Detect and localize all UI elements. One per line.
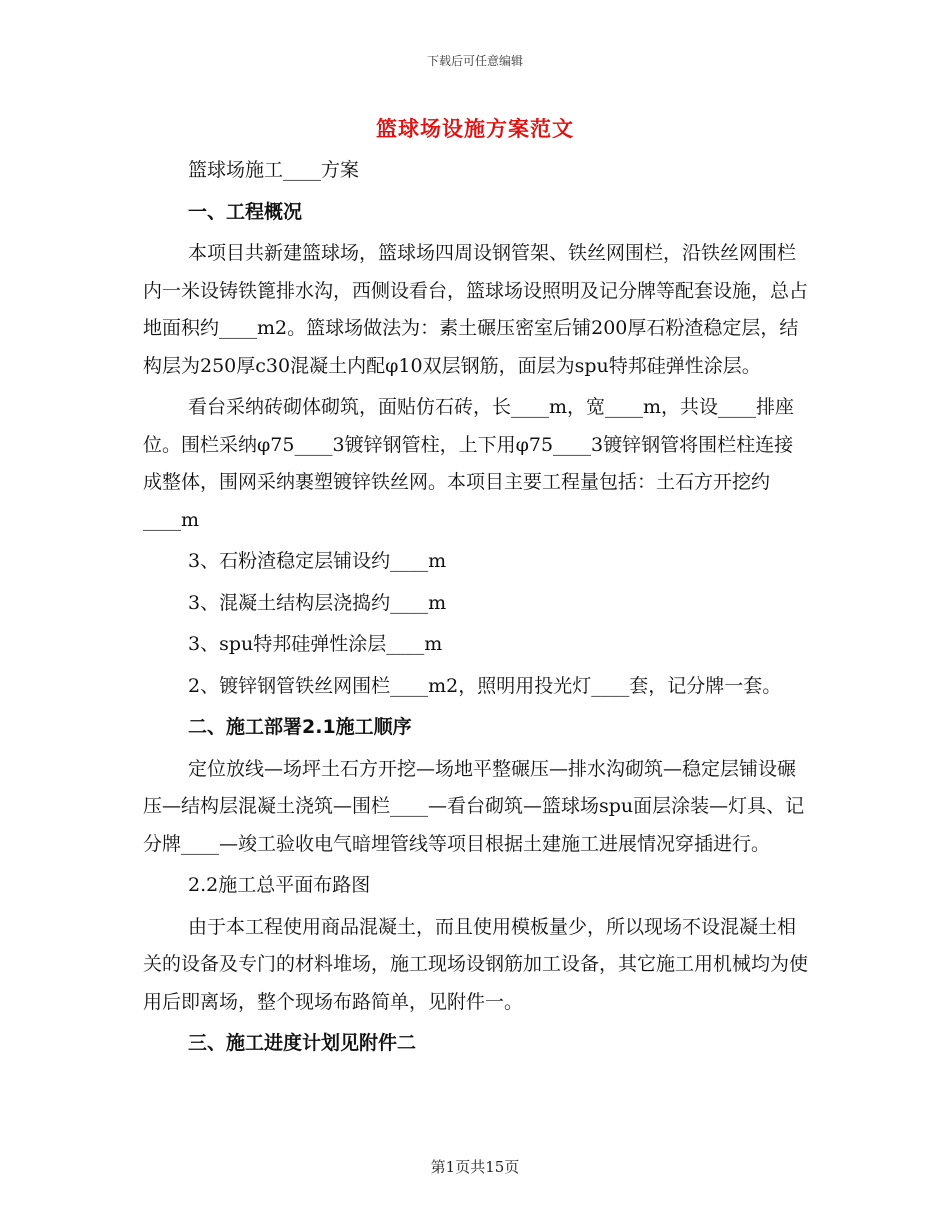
section-heading-schedule: 三、施工进度计划见附件二 <box>188 1032 417 1054</box>
document-title: 篮球场设施方案范文 <box>376 117 574 141</box>
subtitle-line: 篮球场施工____方案 <box>188 159 360 181</box>
page-footer: 第1页共15页 <box>430 1158 520 1176</box>
section-heading-overview: 一、工程概况 <box>188 200 303 223</box>
subheading-site-plan: 2.2施工总平面布路图 <box>188 874 371 896</box>
list-item-fence-lighting: 2、镀锌钢管铁丝网围栏____m2，照明用投光灯____套，记分牌一套。 <box>188 674 782 697</box>
paragraph-construction-sequence: 定位放线—场坪土石方开挖—场地平整碾压—排水沟砌筑—稳定层铺设碾压—结构层混凝土浇筑—围栏____—看台砌筑—篮球场spu面层涂装—灯具、记分牌____—竣工验收电气暗埋管线等项目根据土建施工进展情况穿插进行。 <box>143 757 805 855</box>
header-note: 下载后可任意编辑 <box>426 54 523 68</box>
paragraph-site-plan: 由于本工程使用商品混凝土，而且使用模板量少，所以现场不设混凝土相关的设备及专门的材料堆场，施工现场设钢筋加工设备，其它施工用机械均为使用后即离场，整个现场布路简单，见附件一。 <box>143 915 809 1013</box>
paragraph-overview: 本项目共新建篮球场，篮球场四周设钢管架、铁丝网围栏，沿铁丝网围栏内一米设铸铁篦排水沟，西侧设看台，篮球场设照明及记分牌等配套设施，总占地面积约____m2。篮球场做法为：素土碾压密室后铺200厚石粉渣稳定层，结构层为250厚c30混凝土内配φ10双层钢筋，面层为spu特邦硅弹性涂层。 <box>143 242 809 377</box>
list-item-stone-layer: 3、石粉渣稳定层铺设约____m <box>188 550 447 572</box>
list-item-concrete-layer: 3、混凝土结构层浇捣约____m <box>188 591 447 614</box>
list-item-spu-coating: 3、spu特邦硅弹性涂层____m <box>188 633 443 655</box>
section-heading-deployment: 二、施工部署2.1施工顺序 <box>188 716 412 738</box>
paragraph-stand-fence: 看台采纳砖砌体砌筑，面贴仿石砖，长____m，宽____m，共设____排座位。围栏采纳φ75____3镀锌钢管柱，上下用φ75____3镀锌钢管将围栏柱连接成整体，围网采纳裹塑镀锌铁丝网。本项目主要工程量包括：土石方开挖约____m <box>143 396 795 531</box>
document-body <box>143 152 808 1063</box>
